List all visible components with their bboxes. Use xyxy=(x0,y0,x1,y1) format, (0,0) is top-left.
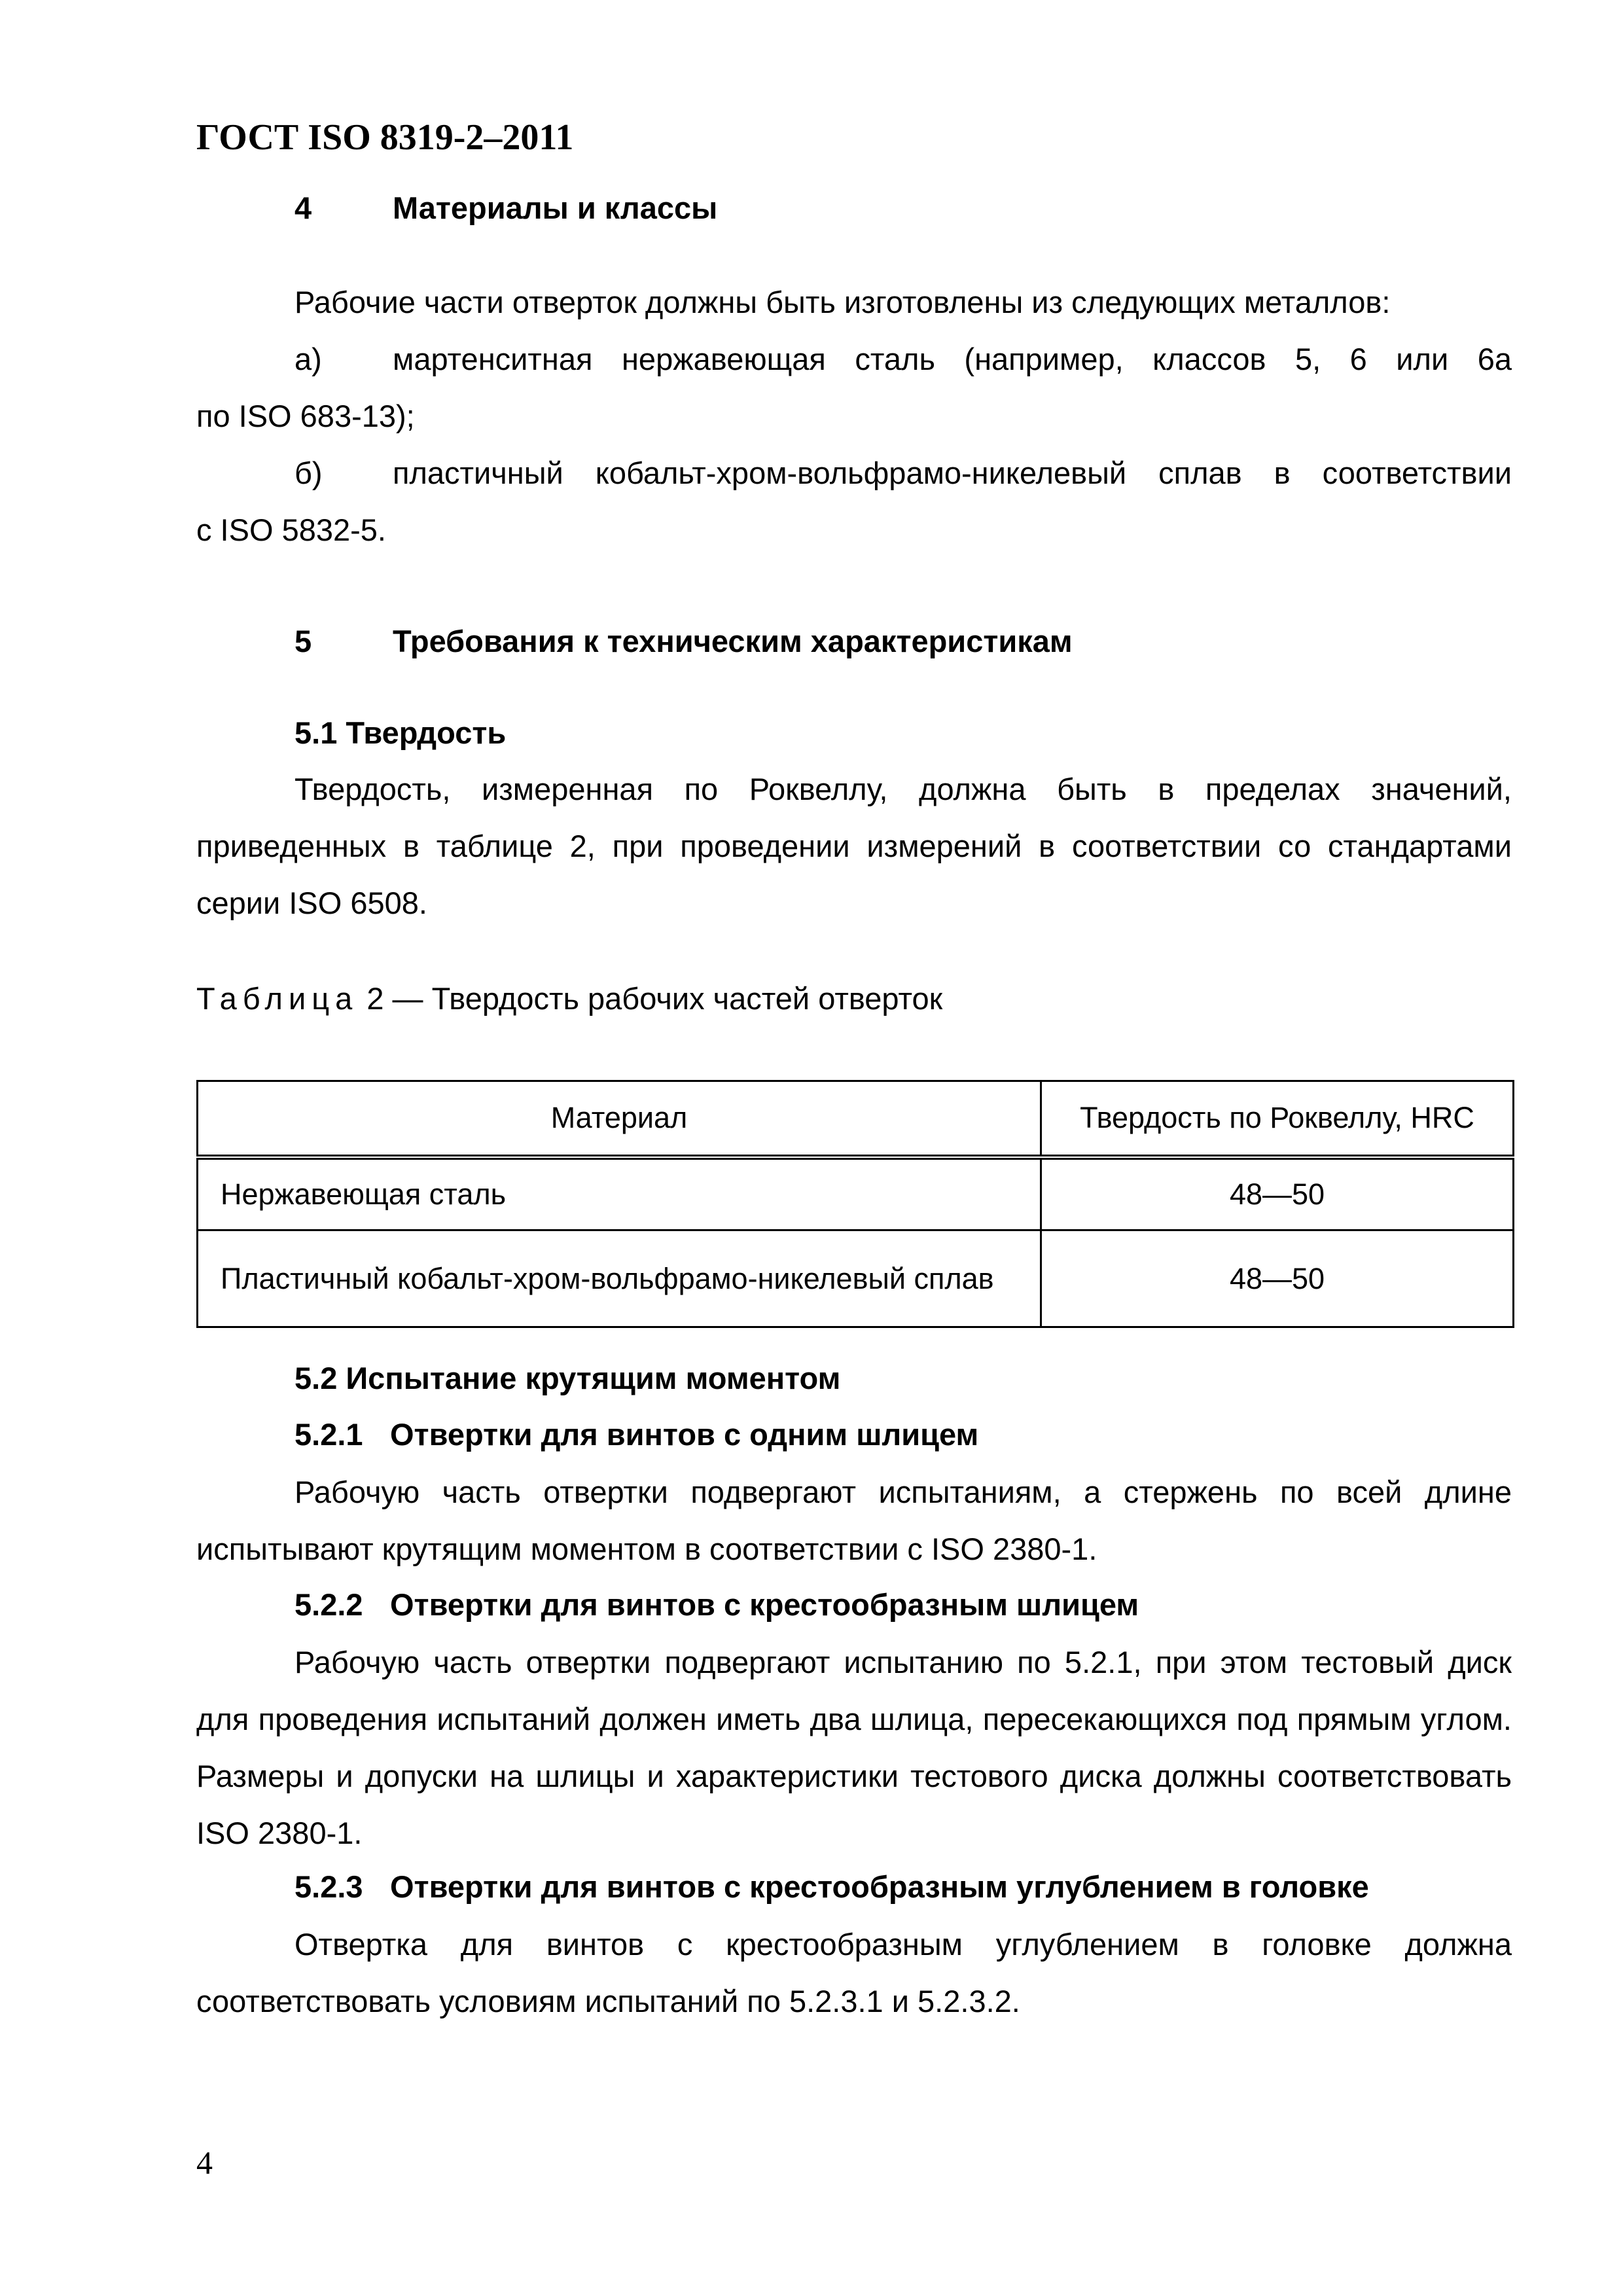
table-row xyxy=(198,1230,1514,1327)
list-item-first-line xyxy=(294,331,1512,387)
subsection-number: 5.2.1 xyxy=(294,1417,363,1452)
table-header-cell: Материал xyxy=(198,1081,1041,1157)
subsection-title: Отвертки для винтов с крестообразным шлицем xyxy=(390,1587,1139,1622)
section-title: Требования к техническим характеристикам xyxy=(393,624,1073,658)
subsection-5-1-heading: 5.1 Твердость xyxy=(294,715,507,750)
subsection-5-2-1-heading xyxy=(294,1416,978,1452)
subsection-5-2-3-heading xyxy=(294,1869,1369,1905)
subsection-5-1-text: Твердость, измеренная по Роквеллу, должна быть в пределах значений, приведенных в таблице 2, при проведении измерений в соответствии со стандартами серии ISO 6508. xyxy=(196,772,1512,920)
document-header: ГОСТ ISO 8319-2–2011 xyxy=(196,117,574,158)
section-4-intro: Рабочие части отверток должны быть изготовлены из следующих металлов: xyxy=(294,285,1391,319)
list-item-a xyxy=(196,331,1512,444)
subsection-number: 5.2.2 xyxy=(294,1587,363,1622)
table-header-cell: Твердость по Роквеллу, HRC xyxy=(1041,1081,1514,1157)
table-caption-label: Таблица xyxy=(196,981,359,1016)
section-title: Материалы и классы xyxy=(393,190,718,225)
section-5-heading xyxy=(294,623,1073,659)
table-cell: Пластичный кобальт-хром-вольфрамо-никелевый сплав xyxy=(198,1230,1041,1327)
list-text-continued: по ISO 683-13); xyxy=(196,399,415,433)
hardness-table xyxy=(196,1080,1514,1328)
table-row xyxy=(198,1157,1514,1230)
list-text: пластичный кобальт-хром-вольфрамо-никелевый сплав в соответствии xyxy=(393,456,1512,490)
subsection-5-2-heading: 5.2 Испытание крутящим моментом xyxy=(294,1361,841,1395)
section-4-heading xyxy=(294,190,717,226)
table-cell: Нержавеющая сталь xyxy=(198,1157,1041,1230)
list-text: мартенситная нержавеющая сталь (например, классов 5, 6 или 6а xyxy=(393,342,1512,376)
page-number: 4 xyxy=(196,2144,213,2181)
subsection-5-2-2-text: Рабочую часть отвертки подвергают испытанию по 5.2.1, при этом тестовый диск для проведения испытаний должен иметь два шлица, пересекающихся под прямым углом. Размеры и допуски на шлицы и характеристики тестового диска должны соответствовать ISO 2380-1. xyxy=(196,1645,1512,1850)
list-label: а) xyxy=(294,342,322,376)
table-cell: 48—50 xyxy=(1041,1157,1514,1230)
table-header-row xyxy=(198,1081,1514,1157)
subsection-5-2-2-heading xyxy=(294,1587,1139,1623)
list-item-first-line xyxy=(294,444,1512,501)
list-label: б) xyxy=(294,456,323,490)
list-item-b xyxy=(196,444,1512,558)
table-cell: 48—50 xyxy=(1041,1230,1514,1327)
section-number: 4 xyxy=(294,190,312,225)
section-number: 5 xyxy=(294,624,312,658)
list-text-continued: с ISO 5832-5. xyxy=(196,512,386,547)
table-caption xyxy=(196,980,942,1016)
subsection-title: Отвертки для винтов с крестообразным углублением в головке xyxy=(390,1869,1369,1904)
subsection-title: Отвертки для винтов с одним шлицем xyxy=(390,1417,979,1452)
subsection-5-2-1-text: Рабочую часть отвертки подвергают испытаниям, а стержень по всей длине испытывают крутящим моментом в соответствии с ISO 2380-1. xyxy=(196,1475,1512,1566)
subsection-number: 5.2.3 xyxy=(294,1869,363,1904)
subsection-5-2-3-text: Отвертка для винтов с крестообразным углублением в головке должна соответствовать условиям испытаний по 5.2.3.1 и 5.2.3.2. xyxy=(196,1927,1512,2018)
table-caption-text: 2 — Твердость рабочих частей отверток xyxy=(358,981,943,1016)
